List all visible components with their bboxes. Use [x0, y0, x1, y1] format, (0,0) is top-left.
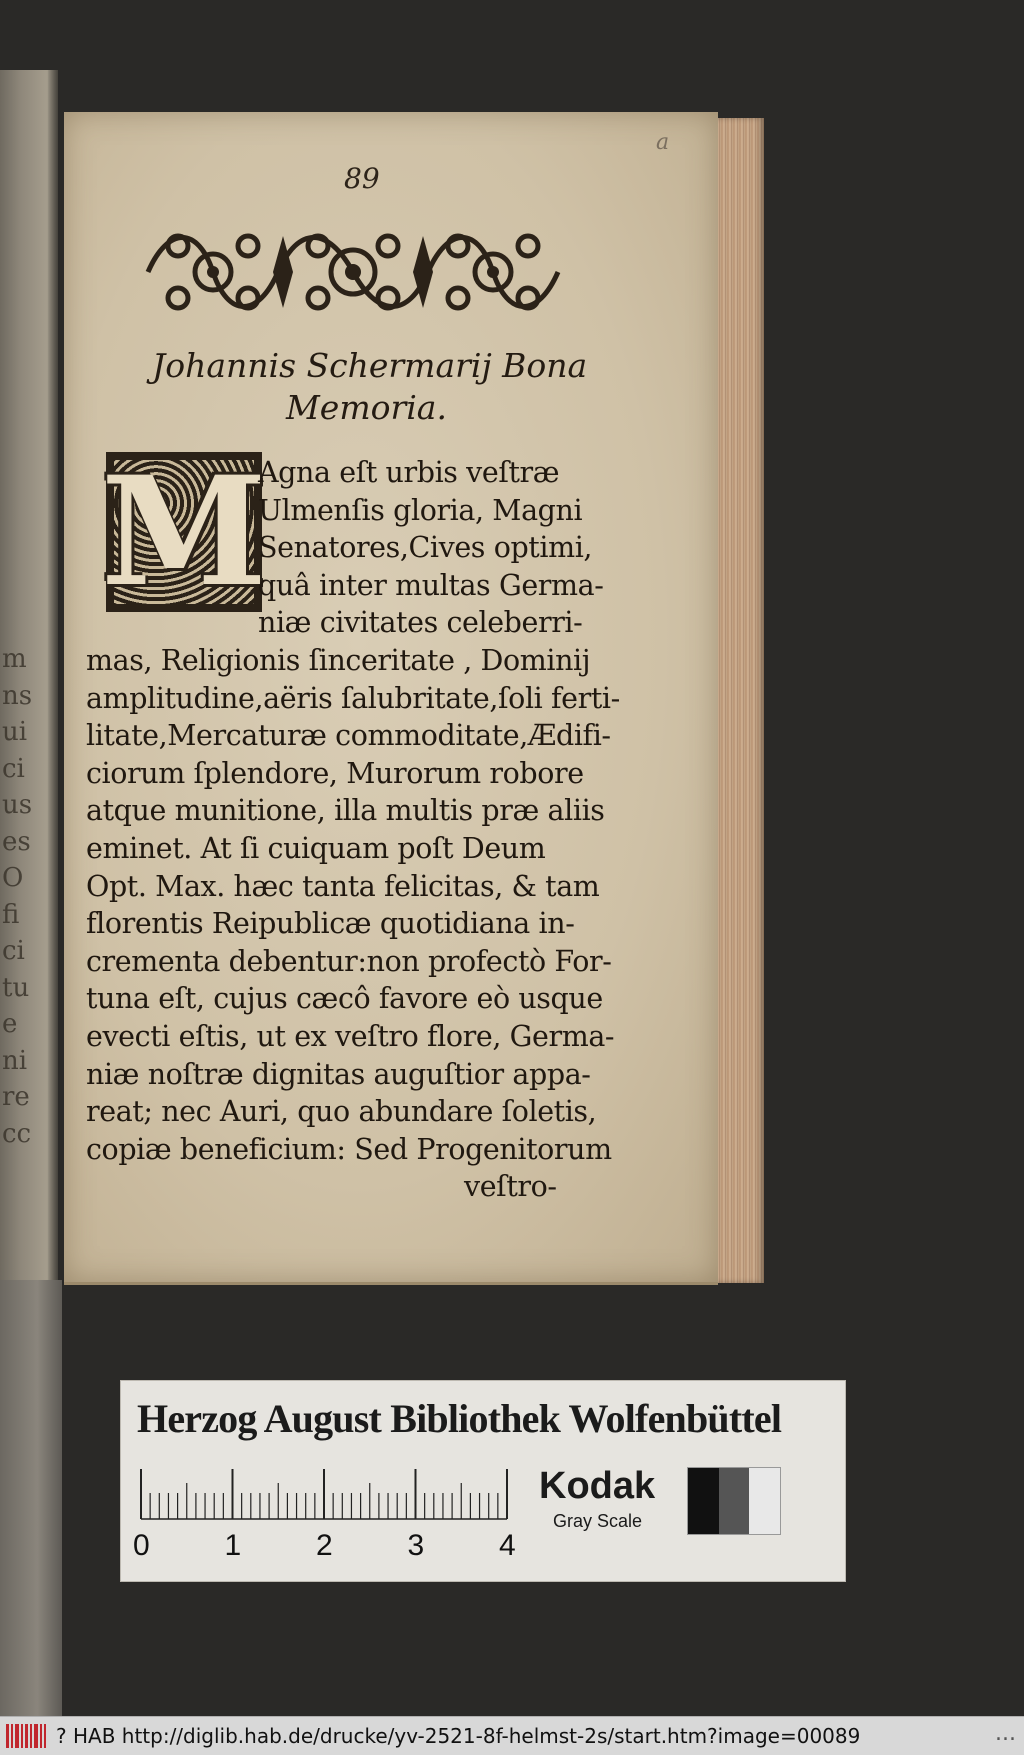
text-line: Senatores,Cives optimi, [258, 531, 593, 565]
left-page-text-fragment: us [2, 790, 33, 820]
left-page-text-fragment: e [2, 1009, 18, 1039]
book-page [64, 112, 718, 1285]
left-page-text-fragment: ni [2, 1045, 28, 1076]
text-line: tuna eſt, cujus cæcô favore eò usque [86, 982, 603, 1016]
left-page-text-fragment: ui [2, 717, 28, 747]
left-page-text-fragment: tu [2, 972, 30, 1003]
text-line: evecti eſtis, ut ex veſtro flore, Germa- [86, 1020, 615, 1053]
page-gutter-shadow [48, 70, 58, 1280]
grayscale-swatches [687, 1467, 781, 1535]
left-binding-strip [0, 1280, 62, 1716]
text-line: eminet. At ſi cuiquam poſt Deum [86, 832, 546, 865]
text-line: niæ noſtræ dignitas auguſtior appa- [86, 1057, 591, 1091]
text-line: florentis Reipublicæ quotidiana in- [86, 907, 575, 941]
ruler-label: 4 [499, 1529, 516, 1562]
left-page-text-fragment: ci [2, 753, 25, 784]
left-page-text-fragment: es [2, 826, 31, 857]
heading-line-1: Johannis Schermarij Bona [152, 346, 588, 385]
ruler-label: 2 [316, 1529, 333, 1562]
status-bar [0, 1716, 1024, 1755]
text-line: ciorum ſplendore, Murorum robore [86, 756, 584, 790]
library-name: Herzog August Bibliothek Wolfenbüttel [137, 1396, 782, 1441]
gray-swatch [749, 1468, 780, 1534]
left-page-text-fragment: ci [2, 936, 25, 966]
text-line: Opt. Max. hæc tanta felicitas, & tam [86, 869, 600, 903]
barcode-icon [4, 1721, 48, 1751]
adjacent-left-page [0, 70, 58, 1280]
ruler-label: 0 [133, 1529, 150, 1562]
left-page-text-fragment: re [2, 1082, 30, 1112]
more-icon[interactable]: ... [995, 1721, 1016, 1746]
text-line: copiæ beneficium: Sed Progenitorum [86, 1132, 612, 1166]
kodak-logo-text: Kodak [539, 1465, 656, 1507]
text-line: quâ inter multas Germa- [258, 568, 604, 602]
text-line: veſtro- [464, 1170, 557, 1204]
text-line: Agna eſt urbis veſtræ [258, 456, 560, 489]
gray-swatch [688, 1468, 719, 1534]
heading-line-2: Memoria. [286, 388, 447, 427]
page-number: 89 [344, 162, 380, 195]
left-page-text-fragment: cc [2, 1118, 32, 1149]
ornamental-headpiece [138, 216, 568, 328]
status-url[interactable]: ? HAB http://diglib.hab.de/drucke/yv-2521-8f-helmst-2s/start.htm?image=00089 [56, 1724, 861, 1748]
gray-swatch [719, 1468, 750, 1534]
text-line: niæ civitates celeberri- [258, 606, 583, 640]
text-line: Ulmenſis gloria, Magni [258, 493, 583, 527]
text-line: crementa debentur:non profectò For- [86, 944, 612, 978]
ruler-label: 1 [224, 1529, 242, 1562]
kodak-subtitle: Gray Scale [553, 1511, 643, 1531]
initial-letter: M [100, 444, 268, 620]
color-reference-card [120, 1380, 846, 1582]
ruler-label: 3 [407, 1529, 425, 1562]
left-page-text-fragment: m [2, 644, 27, 674]
text-line: atque munitione, illa multis præ aliis [86, 794, 605, 828]
text-line: amplitudine,aëris ſalubritate,ſoli ferti- [86, 681, 620, 715]
text-line: litate,Mercaturæ commoditate,Ædifi- [86, 719, 611, 753]
corner-note: a [656, 130, 670, 155]
left-page-text-fragment: fi [2, 899, 20, 930]
decorated-initial [100, 444, 268, 620]
text-line: mas, Religionis ſinceritate , Dominij [86, 644, 591, 677]
left-page-text-fragment: ns [2, 680, 33, 711]
measurement-ruler [133, 1457, 516, 1567]
text-line: reat; nec Auri, quo abundare ſoletis, [86, 1095, 597, 1129]
left-page-text-fragment: O [2, 863, 24, 893]
